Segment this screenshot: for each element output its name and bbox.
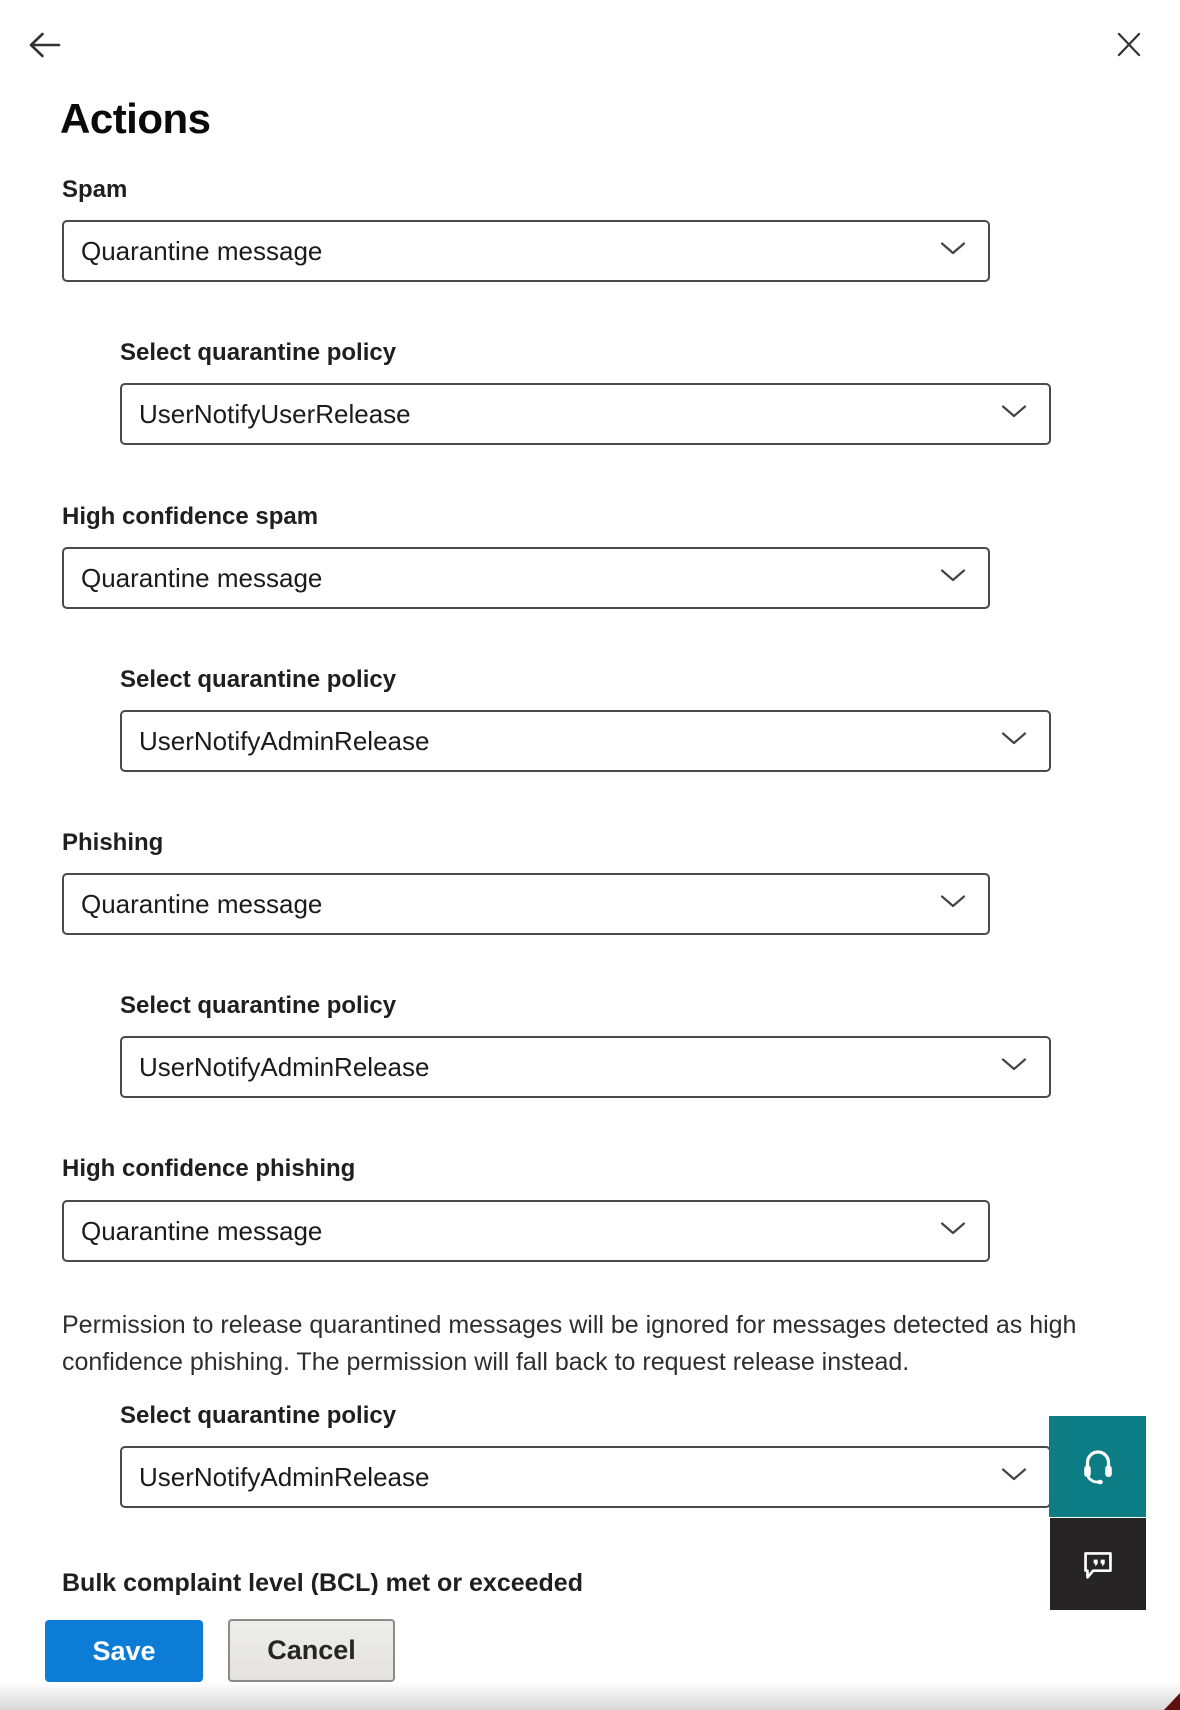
high-confidence-phishing-policy-dropdown-value: UserNotifyAdminRelease [139,1461,430,1492]
page-title: Actions [60,95,211,142]
high-confidence-phishing-dropdown-value: Quarantine message [81,1215,323,1246]
bulk-complaint-label-clipped [62,1566,822,1595]
chat-bubble-icon [1075,1540,1121,1589]
cancel-button[interactable]: Cancel [228,1619,395,1682]
chevron-down-icon [940,242,966,261]
high-confidence-spam-dropdown-value: Quarantine message [81,562,323,593]
chevron-down-icon [940,569,966,588]
phishing-label: Phishing [62,829,164,856]
chevron-down-icon [940,895,966,914]
close-button[interactable] [1106,24,1150,68]
spam-dropdown[interactable] [62,220,990,282]
spam-policy-label: Select quarantine policy [120,339,397,366]
help-button[interactable] [1049,1416,1146,1517]
phishing-policy-label: Select quarantine policy [120,992,397,1019]
spam-policy-dropdown[interactable] [120,383,1051,445]
high-confidence-spam-policy-label: Select quarantine policy [120,666,397,693]
close-icon [1115,31,1142,61]
high-confidence-phishing-policy-label: Select quarantine policy [120,1402,397,1429]
phishing-dropdown-value: Quarantine message [81,888,323,919]
save-button[interactable]: Save [45,1620,203,1682]
spam-dropdown-value: Quarantine message [81,235,323,266]
high-confidence-spam-policy-dropdown-value: UserNotifyAdminRelease [139,725,430,756]
bottom-gradient [0,1682,1180,1710]
arrow-left-icon [26,29,62,64]
mouse-cursor-artifact [1164,1693,1180,1710]
chevron-down-icon [1001,405,1027,424]
chevron-down-icon [1001,1058,1027,1077]
high-confidence-phishing-policy-dropdown[interactable] [120,1446,1051,1508]
high-confidence-spam-policy-dropdown[interactable] [120,710,1051,772]
phishing-policy-dropdown-value: UserNotifyAdminRelease [139,1051,430,1082]
high-confidence-phishing-note: Permission to release quarantined messages will be ignored for messages detected as high confidence phishing. The permission will fall back to request release instead. [62,1311,1077,1376]
chevron-down-icon [1001,732,1027,751]
high-confidence-spam-dropdown[interactable] [62,547,990,609]
phishing-policy-dropdown[interactable] [120,1036,1051,1098]
chevron-down-icon [940,1222,966,1241]
chevron-down-icon [1001,1468,1027,1487]
bulk-complaint-label: Bulk complaint level (BCL) met or exceeded [62,1569,583,1595]
headset-icon [1074,1441,1122,1492]
phishing-dropdown[interactable] [62,873,990,935]
high-confidence-spam-label: High confidence spam [62,503,319,530]
back-button[interactable] [22,24,66,68]
high-confidence-phishing-label: High confidence phishing [62,1155,356,1182]
spam-policy-dropdown-value: UserNotifyUserRelease [139,398,411,429]
feedback-button[interactable] [1050,1518,1146,1610]
high-confidence-phishing-dropdown[interactable] [62,1200,990,1262]
spam-label: Spam [62,176,128,203]
